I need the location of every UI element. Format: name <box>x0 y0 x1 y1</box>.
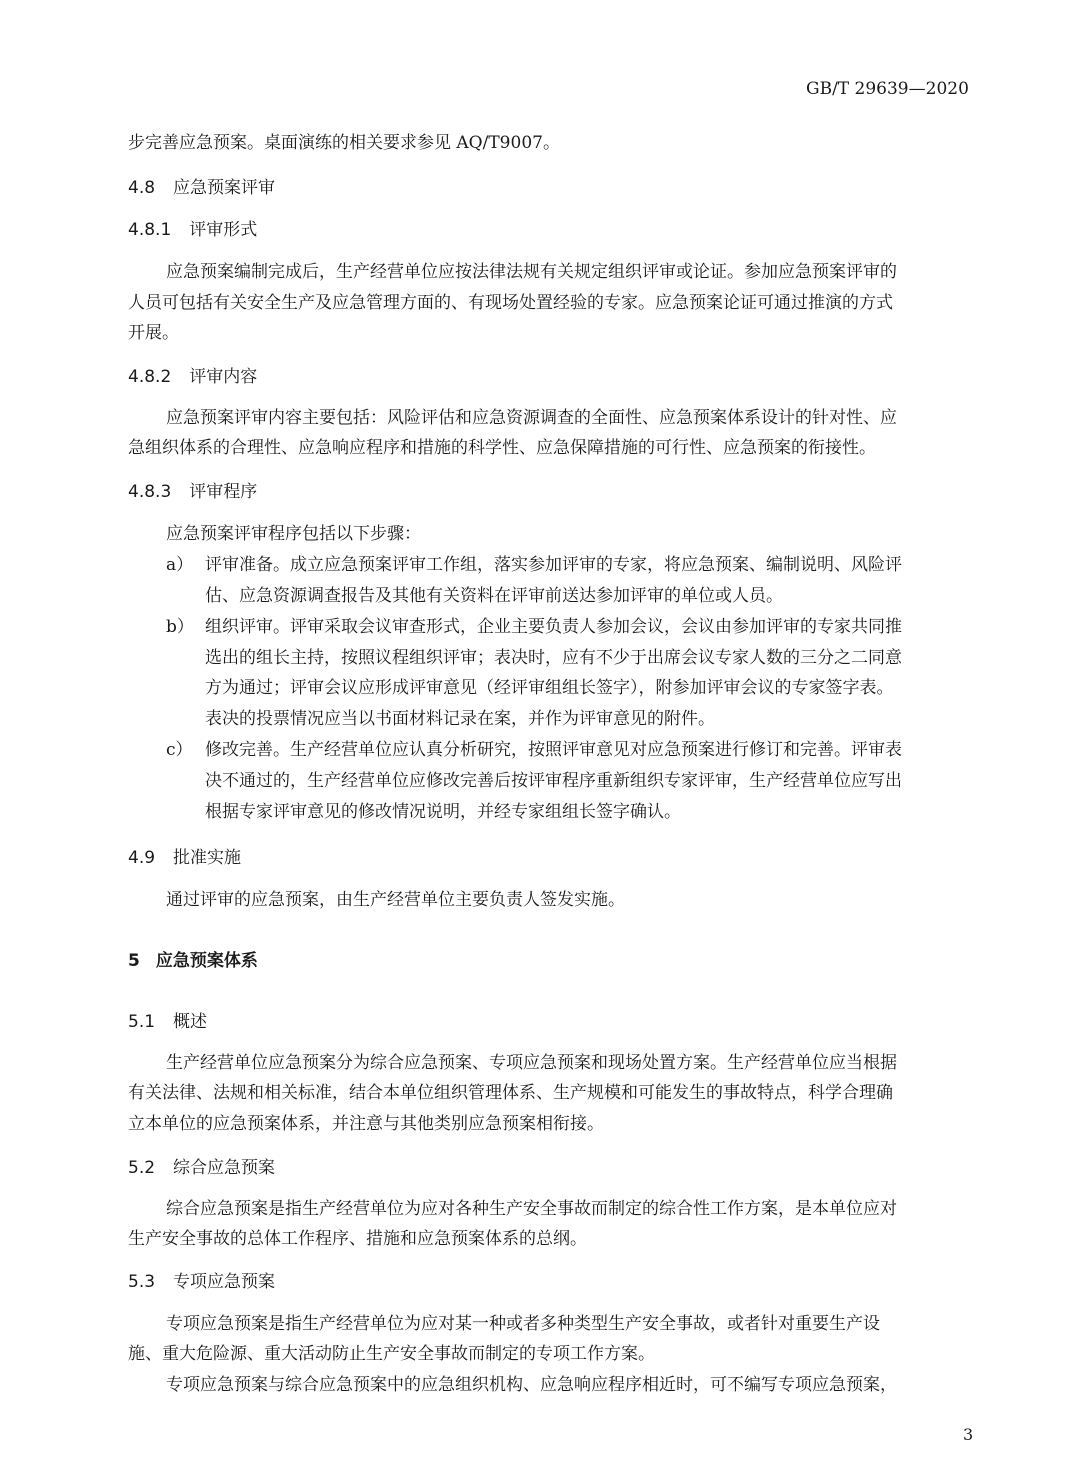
section-title: 评审形式 <box>189 220 258 240</box>
chapter-title: 应急预案体系 <box>155 951 258 971</box>
section-heading-4-8-1 <box>128 219 257 241</box>
section-title: 概述 <box>173 1012 208 1032</box>
paragraph-line: 人员可包括有关安全生产及应急管理方面的、有现场处置经验的专家。应急预案论证可通过推演的方式 <box>128 293 893 313</box>
section-heading-4-8 <box>128 177 275 199</box>
paragraph-line: 步完善应急预案。桌面演练的相关要求参见 AQ/T9007。 <box>128 133 560 153</box>
paragraph-line: 专项应急预案与综合应急预案中的应急组织机构、应急响应程序相近时，可不编写专项应急预案， <box>166 1375 897 1395</box>
page-number: 3 <box>963 1425 974 1444</box>
section-number: 4.8 <box>128 178 156 198</box>
list-item-line: 估、应急资源调查报告及其他有关资料在评审前送达参加评审的单位或人员。 <box>205 586 783 606</box>
paragraph-line: 应急预案编制完成后，生产经营单位应按法律法规有关规定组织评审或论证。参加应急预案评审的 <box>166 262 897 282</box>
list-item-line: 修改完善。生产经营单位应认真分析研究，按照评审意见对应急预案进行修订和完善。评审表 <box>205 740 902 760</box>
list-item-line: 表决的投票情况应当以书面材料记录在案，并作为评审意见的附件。 <box>205 709 715 729</box>
chapter-heading-5 <box>128 950 258 972</box>
section-heading-5-3 <box>128 1271 275 1293</box>
list-item-line: 方为通过；评审会议应形成评审意见（经评审组组长签字），附参加评审会议的专家签字表。 <box>205 678 894 698</box>
paragraph-line: 应急预案评审内容主要包括：风险评估和应急资源调查的全面性、应急预案体系设计的针对性、应 <box>166 408 897 428</box>
section-number: 4.8.1 <box>128 220 172 240</box>
paragraph-line: 立本单位的应急预案体系，并注意与其他类别应急预案相衔接。 <box>128 1114 604 1134</box>
section-heading-4-9 <box>128 847 241 869</box>
section-title: 应急预案评审 <box>173 178 276 198</box>
section-heading-4-8-3 <box>128 481 257 503</box>
section-number: 4.9 <box>128 848 156 868</box>
section-title: 评审程序 <box>189 482 258 502</box>
list-item-line: 决不通过的，生产经营单位应修改完善后按评审程序重新组织专家评审，生产经营单位应写出 <box>205 771 902 791</box>
section-number: 5.2 <box>128 1158 156 1178</box>
section-heading-5-2 <box>128 1157 275 1179</box>
paragraph-line: 专项应急预案是指生产经营单位为应对某一种或者多种类型生产安全事故，或者针对重要生产设 <box>166 1314 880 1334</box>
list-item-line: 选出的组长主持，按照议程组织评审；表决时，应有不少于出席会议专家人数的三分之二同意 <box>205 648 902 668</box>
section-heading-4-8-2 <box>128 366 257 388</box>
paragraph-line: 开展。 <box>128 323 179 343</box>
list-item-label: b） <box>166 617 194 637</box>
section-title: 评审内容 <box>189 367 258 387</box>
paragraph-line: 综合应急预案是指生产经营单位为应对各种生产安全事故而制定的综合性工作方案，是本单位应对 <box>166 1199 897 1219</box>
list-item-label: a） <box>166 555 194 575</box>
chapter-number: 5 <box>128 951 140 971</box>
section-title: 综合应急预案 <box>173 1158 276 1178</box>
section-number: 5.3 <box>128 1272 156 1292</box>
list-item-line: 组织评审。评审采取会议审查形式，企业主要负责人参加会议，会议由参加评审的专家共同推 <box>205 617 902 637</box>
list-item-line: 评审准备。成立应急预案评审工作组，落实参加评审的专家，将应急预案、编制说明、风险评 <box>205 555 902 575</box>
section-number: 4.8.2 <box>128 367 172 387</box>
paragraph-line: 急组织体系的合理性、应急响应程序和措施的科学性、应急保障措施的可行性、应急预案的衔接性。 <box>128 438 876 458</box>
section-title: 批准实施 <box>173 848 242 868</box>
section-title: 专项应急预案 <box>173 1272 276 1292</box>
section-number: 4.8.3 <box>128 482 172 502</box>
paragraph-line: 生产经营单位应急预案分为综合应急预案、专项应急预案和现场处置方案。生产经营单位应当根据 <box>166 1053 897 1073</box>
paragraph-line: 通过评审的应急预案，由生产经营单位主要负责人签发实施。 <box>166 890 625 910</box>
document-number: GB/T 29639—2020 <box>806 79 969 99</box>
list-item-line: 根据专家评审意见的修改情况说明，并经专家组组长签字确认。 <box>205 802 681 822</box>
paragraph-line: 生产安全事故的总体工作程序、措施和应急预案体系的总纲。 <box>128 1229 587 1249</box>
paragraph-line: 有关法律、法规和相关标准，结合本单位组织管理体系、生产规模和可能发生的事故特点，科学合理确 <box>128 1083 893 1103</box>
list-item-label: c） <box>166 740 193 760</box>
paragraph-line: 施、重大危险源、重大活动防止生产安全事故而制定的专项工作方案。 <box>128 1344 655 1364</box>
section-heading-5-1 <box>128 1011 207 1033</box>
paragraph-line: 应急预案评审程序包括以下步骤： <box>166 524 421 544</box>
section-number: 5.1 <box>128 1012 156 1032</box>
